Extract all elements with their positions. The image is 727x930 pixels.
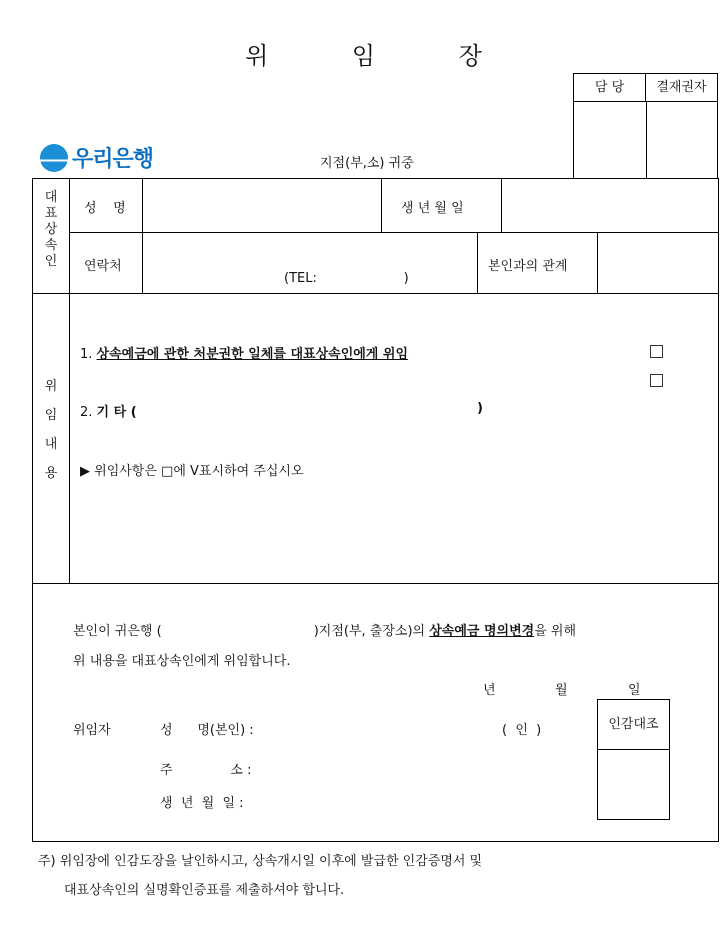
title-char-2: 임 (351, 42, 376, 70)
delegator-label: 위임자 (73, 723, 111, 738)
footnote-line-1: 주) 위임장에 인감도장을 날인하시고, 상속개시일 이후에 발급한 인감증명서 및 (38, 854, 483, 869)
date-year: 년 (483, 683, 496, 698)
declaration-line-1: 본인이 귀은행 ( )지점(부, 출장소)의 상속예금 명의변경을 위해 (73, 624, 577, 639)
delegation-item-2-text: 기 타 ( (96, 405, 137, 420)
approval-box (573, 73, 718, 179)
rep-tel-text: (TEL: ) (284, 271, 409, 286)
delegation-item-1: 1. 상속예금에 관한 처분권한 일체를 대표상속인에게 위임 (80, 347, 409, 362)
rep-name-label: 성 명 (84, 201, 126, 216)
title-char-3: 장 (458, 42, 482, 70)
date-day: 일 (628, 683, 641, 698)
bank-logo (40, 142, 153, 173)
approval-col-staff: 담 당 (574, 74, 646, 102)
rep-row-divider (69, 232, 719, 233)
rep-birth-left-divider (381, 178, 382, 233)
seal-compare-label: 인감대조 (598, 700, 669, 750)
left-label-divider (69, 178, 70, 584)
delegation-item-2-checkbox[interactable] (650, 374, 663, 387)
delegation-section-bottom (32, 583, 719, 584)
delegation-side-label: 위 임 내 용 (44, 379, 58, 481)
delegation-note: ▶ 위임사항은 □에 V표시하여 주십시오 (80, 464, 304, 479)
rep-label-col-divider (142, 178, 143, 294)
rep-relation-right-divider (597, 232, 598, 294)
approval-divider (646, 102, 647, 178)
delegator-birth-label: 생 년 월 일 : (160, 796, 244, 811)
document-title (0, 36, 727, 71)
bank-logo-icon (40, 144, 68, 172)
date-month: 월 (555, 683, 568, 698)
delegator-name-label: 성 명(본인) : (160, 723, 254, 738)
title-char-1: 위 (245, 42, 269, 70)
delegation-item-1-text: 상속예금에 관한 처분권한 일체를 대표상속인에게 위임 (96, 347, 409, 362)
delegation-item-2: 2. 기 타 ( (80, 405, 137, 420)
rep-relation-left-divider (477, 232, 478, 294)
declaration-line-2: 위 내용을 대표상속인에게 위임합니다. (73, 654, 291, 669)
bank-logo-text: 우리은행 (72, 147, 154, 172)
rep-contact-label: 연락처 (84, 259, 122, 274)
approval-col-approver: 결재권자 (646, 74, 717, 102)
declaration-bold-phrase: 상속예금 명의변경 (429, 624, 535, 639)
delegation-item-1-checkbox[interactable] (650, 345, 663, 358)
footnote-line-2: 대표상속인의 실명확인증표를 제출하셔야 합니다. (64, 883, 345, 898)
rep-birth-right-divider (501, 178, 502, 233)
rep-side-label: 대 표 상 속 인 (44, 190, 58, 269)
seal-mark-text: ( 인 ) (502, 723, 542, 738)
delegator-address-label: 주 소 : (160, 763, 252, 778)
delegation-item-2-close: ) (477, 401, 483, 416)
seal-compare-box (597, 699, 670, 820)
rep-section-bottom (32, 293, 719, 294)
rep-relation-label: 본인과의 관계 (488, 259, 568, 274)
branch-line: 지점(부,소) 귀중 (320, 156, 414, 171)
rep-birth-label: 생 년 월 일 (401, 201, 464, 216)
